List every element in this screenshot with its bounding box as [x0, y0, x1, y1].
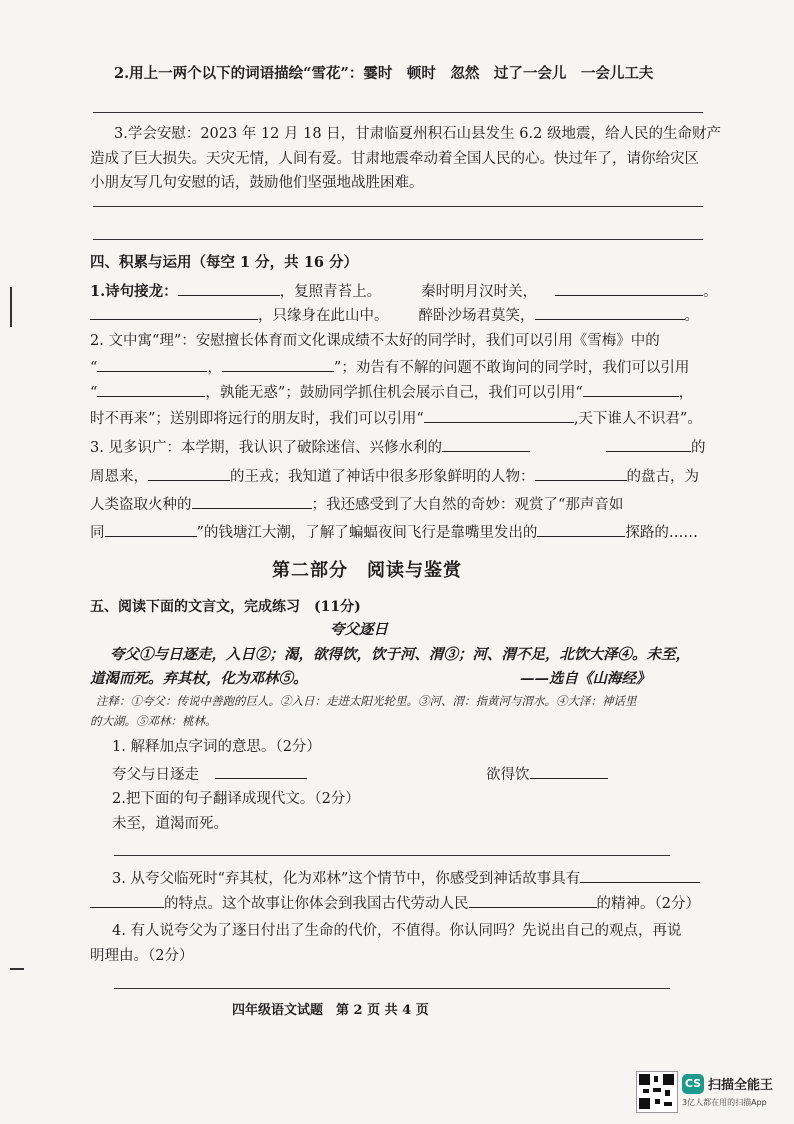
- knowledge-line-2: [90, 466, 699, 487]
- text: 探路的……: [625, 525, 698, 541]
- blank[interactable]: [105, 522, 197, 537]
- text: 的: [690, 440, 706, 456]
- binding-mark: [10, 287, 12, 327]
- classical-text-source: ——选自《山海经》: [520, 670, 651, 687]
- s5-question-2: 2.把下面的句子翻译成现代文。（2分）: [112, 791, 360, 807]
- blank[interactable]: [442, 437, 530, 452]
- section-4-heading: 四、积累与运用（每空 1 分，共 16 分）: [90, 254, 358, 271]
- classical-text-line2: 道渴而死。弃其杖，化为邓林⑤。: [90, 670, 308, 687]
- s5-question-1: 1. 解释加点字词的意思。（2分）: [112, 739, 321, 755]
- blank[interactable]: [424, 408, 574, 423]
- question-2-prompt: 2.用上一两个以下的词语描绘“雪花”：霎时 顿时 忽然 过了一会儿 一会儿工夫: [114, 65, 654, 82]
- camscanner-logo-icon: CS: [682, 1074, 704, 1094]
- question-3-line3: 小朋友写几句安慰的话，鼓励他们坚强地战胜困难。: [90, 175, 424, 191]
- poem-line: 秦时明月汉时关，: [421, 284, 538, 300]
- question-3-line1: 3.学会安慰：2023 年 12 月 18 日，甘肃临夏州积石山县发生 6.2 级地震，给人民的生命财产: [114, 126, 721, 142]
- scanner-app-name: 扫描全能王: [708, 1078, 774, 1093]
- classical-text-title: 夸父逐日: [330, 621, 388, 638]
- text: ，孰能无惑”；鼓励同学抓住机会展示自己，我们可以引用“: [205, 385, 583, 401]
- answer-line: [93, 239, 703, 240]
- blank[interactable]: [215, 764, 307, 779]
- blank[interactable]: [90, 893, 164, 908]
- text: ,天下谁人不识君”。: [573, 411, 702, 427]
- s5-question-3-line2: [90, 893, 700, 914]
- poem-chain-label: 1.诗句接龙：: [90, 283, 178, 300]
- blank[interactable]: [178, 281, 280, 296]
- s5-question-3-line1: [112, 868, 700, 889]
- s5-question-4-line2: 明理由。（2分）: [90, 948, 194, 964]
- blank[interactable]: [535, 466, 627, 481]
- s5-question-4-line1: 4. 有人说夸父为了逐日付出了生命的代价，不值得。你认同吗？先说出自己的观点，再说: [112, 923, 682, 939]
- reasoning-line-3: “ ，孰能无惑”；鼓励同学抓住机会展示自己，我们可以引用“ ，: [90, 382, 693, 403]
- text: 人类盗取火种的: [90, 497, 192, 513]
- text: ”；劝告有不解的问题不敢询问的同学时，我们可以引用: [333, 360, 690, 376]
- annotation-line1: 注释：①夸父：传说中善跑的巨人。②入日：走进太阳光轮里。③河、渭：指黄河与渭水。④大泽：神话里: [96, 694, 637, 708]
- s5-q2-sentence: 未至，道渴而死。: [112, 816, 228, 832]
- reasoning-line-4: [90, 408, 702, 429]
- question-3-line2: 造成了巨大损失。天灾无情，人间有爱。甘肃地震牵动着全国人民的心。快过年了，请你给灾区: [90, 151, 699, 167]
- blank[interactable]: [583, 382, 679, 397]
- blank[interactable]: [97, 357, 207, 372]
- blank[interactable]: [530, 764, 608, 779]
- s5-q1-item-a: [112, 764, 307, 785]
- text: 3. 从夸父临死时“弃其杖，化为邓林”这个情节中，你感受到神话故事具有: [112, 871, 581, 887]
- text: 时不再来”；送别即将远行的朋友时，我们可以引用“: [90, 411, 424, 427]
- blank[interactable]: [192, 494, 312, 509]
- text: 3. 见多识广：本学期，我认识了破除迷信、兴修水利的: [90, 440, 442, 456]
- text: 周恩来，: [90, 469, 148, 485]
- poem-line: ，只缘身在此山中。: [258, 308, 389, 324]
- scanner-app-tagline: 3亿人都在用的扫描App: [682, 1098, 767, 1107]
- text: ；我还感受到了大自然的奇妙：观赏了“那声音如: [311, 497, 624, 513]
- text: 的特点。这个故事让你体会到我国古代劳动人民: [164, 896, 469, 912]
- blank[interactable]: [606, 437, 691, 452]
- blank[interactable]: [555, 281, 703, 296]
- page-footer: 四年级语文试题 第 2 页 共 4 页: [232, 1003, 429, 1018]
- s5-q1-item-b: [486, 764, 608, 785]
- text: 的精神。（2分）: [596, 896, 700, 912]
- answer-line: [114, 855, 670, 856]
- poem-chain-row-1: 1.诗句接龙： ，复照青苔上。 秦时明月汉时关， 。: [90, 283, 718, 300]
- blank[interactable]: [148, 466, 230, 481]
- blank[interactable]: [537, 522, 625, 537]
- poem-line: ，复照青苔上。: [279, 284, 382, 300]
- poem-chain-row-2: ，只缘身在此山中。 醉卧沙场君莫笑， 。: [90, 305, 699, 326]
- answer-line: [93, 206, 703, 207]
- text: 的盘古，为: [626, 469, 699, 485]
- blank[interactable]: [535, 305, 685, 320]
- part-2-title: 第二部分 阅读与鉴赏: [272, 560, 462, 581]
- section-5-heading: 五、阅读下面的文言文，完成练习 (11分): [90, 599, 361, 615]
- answer-line: [93, 112, 703, 113]
- text: 同: [90, 525, 105, 541]
- annotation-line2: 的大湖。⑤邓林：桃林。: [90, 714, 217, 728]
- text: 的王戎；我知道了神话中很多形象鲜明的人物：: [230, 469, 535, 485]
- knowledge-line-3: [90, 494, 623, 515]
- text: 欲得饮: [486, 767, 530, 783]
- blank[interactable]: [222, 357, 334, 372]
- answer-line: [114, 988, 670, 989]
- blank[interactable]: [469, 893, 597, 908]
- knowledge-line-4: [90, 522, 698, 543]
- qr-code-icon: [636, 1071, 678, 1113]
- reasoning-line-2: “ ， ”；劝告有不解的问题不敢询问的同学时，我们可以引用: [90, 357, 689, 378]
- blank[interactable]: [97, 382, 205, 397]
- poem-line: 醉卧沙场君莫笑，: [418, 308, 535, 324]
- knowledge-line-1: [90, 437, 705, 458]
- text: ”的钱塘江大潮，了解了蝙蝠夜间飞行是靠嘴里发出的: [196, 525, 538, 541]
- binding-mark: [10, 968, 24, 970]
- text: 夸父与日逐走: [112, 767, 199, 783]
- blank[interactable]: [90, 305, 258, 320]
- classical-text-line1: 夸父①与日逐走，入日②；渴，欲得饮，饮于河、渭③；河、渭不足，北饮大泽④。未至，: [110, 646, 690, 663]
- reasoning-line-1: 2. 文中寓“理”：安慰擅长体育而文化课成绩不太好的同学时，我们可以引用《雪梅》中的: [90, 333, 660, 349]
- blank[interactable]: [580, 868, 700, 883]
